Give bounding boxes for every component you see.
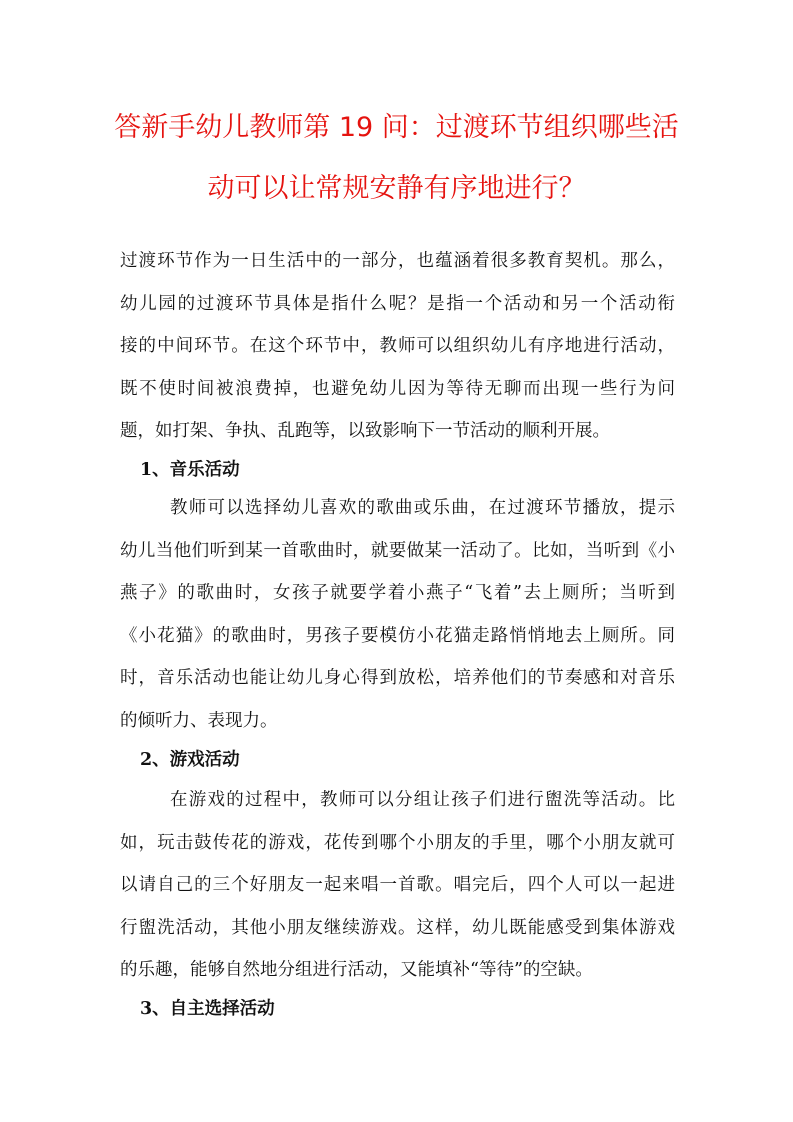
- section-game-paragraph: [120, 779, 675, 992]
- intro-line-5: 题，如打架、争执、乱跑等，以致影响下一节活动的顺利开展。: [120, 421, 610, 441]
- section-heading-game: 2、游戏活动: [140, 750, 240, 770]
- game-line-3: 以请自己的三个好朋友一起来唱一首歌。唱完后，四个人可以一起进: [120, 875, 675, 895]
- intro-line-2: 幼儿园的过渡环节具体是指什么呢？是指一个活动和另一个活动衔: [120, 293, 675, 314]
- intro-line-4: 既不使时间被浪费掉，也避免幼儿因为等待无聊而出现一些行为问: [120, 378, 675, 399]
- intro-paragraph: [120, 240, 675, 453]
- intro-line-1: 过渡环节作为一日生活中的一部分，也蕴涵着很多教育契机。那么，: [120, 251, 675, 271]
- intro-line-3: 接的中间环节。在这个环节中，教师可以组织幼儿有序地进行活动，: [120, 336, 675, 356]
- game-line-2: 如，玩击鼓传花的游戏，花传到哪个小朋友的手里，哪个小朋友就可: [120, 832, 675, 853]
- game-line-1: 在游戏的过程中，教师可以分组让孩子们进行盥洗等活动。比: [170, 790, 675, 810]
- game-line-4: 行盥洗活动，其他小朋友继续游戏。这样，幼儿既能感受到集体游戏: [120, 917, 675, 938]
- music-line-3: 燕子》的歌曲时，女孩子就要学着小燕子“飞着”去上厕所；当听到: [120, 583, 675, 603]
- music-line-2: 幼儿当他们听到某一首歌曲时，就要做某一活动了。比如，当听到《小: [120, 540, 675, 561]
- document-title-line-1: 答新手幼儿教师第 19 问：过渡环节组织哪些活: [114, 112, 679, 143]
- music-line-4: 《小花猫》的歌曲时，男孩子要模仿小花猫走路悄悄地去上厕所。同: [120, 625, 675, 646]
- document-title-line-2: 动可以让常规安静有序地进行？: [207, 173, 586, 204]
- section-heading-music: 1、音乐活动: [140, 460, 240, 480]
- music-line-5: 时，音乐活动也能让幼儿身心得到放松，培养他们的节奏感和对音乐: [120, 668, 675, 688]
- music-line-1: 教师可以选择幼儿喜欢的歌曲或乐曲，在过渡环节播放，提示: [170, 498, 675, 518]
- section-heading-self-selected: 3、自主选择活动: [140, 999, 275, 1019]
- game-line-5: 的乐趣，能够自然地分组进行活动，又能填补“等待”的空缺。: [120, 960, 593, 980]
- music-line-6: 的倾听力、表现力。: [120, 710, 278, 731]
- section-music-paragraph: [120, 487, 675, 742]
